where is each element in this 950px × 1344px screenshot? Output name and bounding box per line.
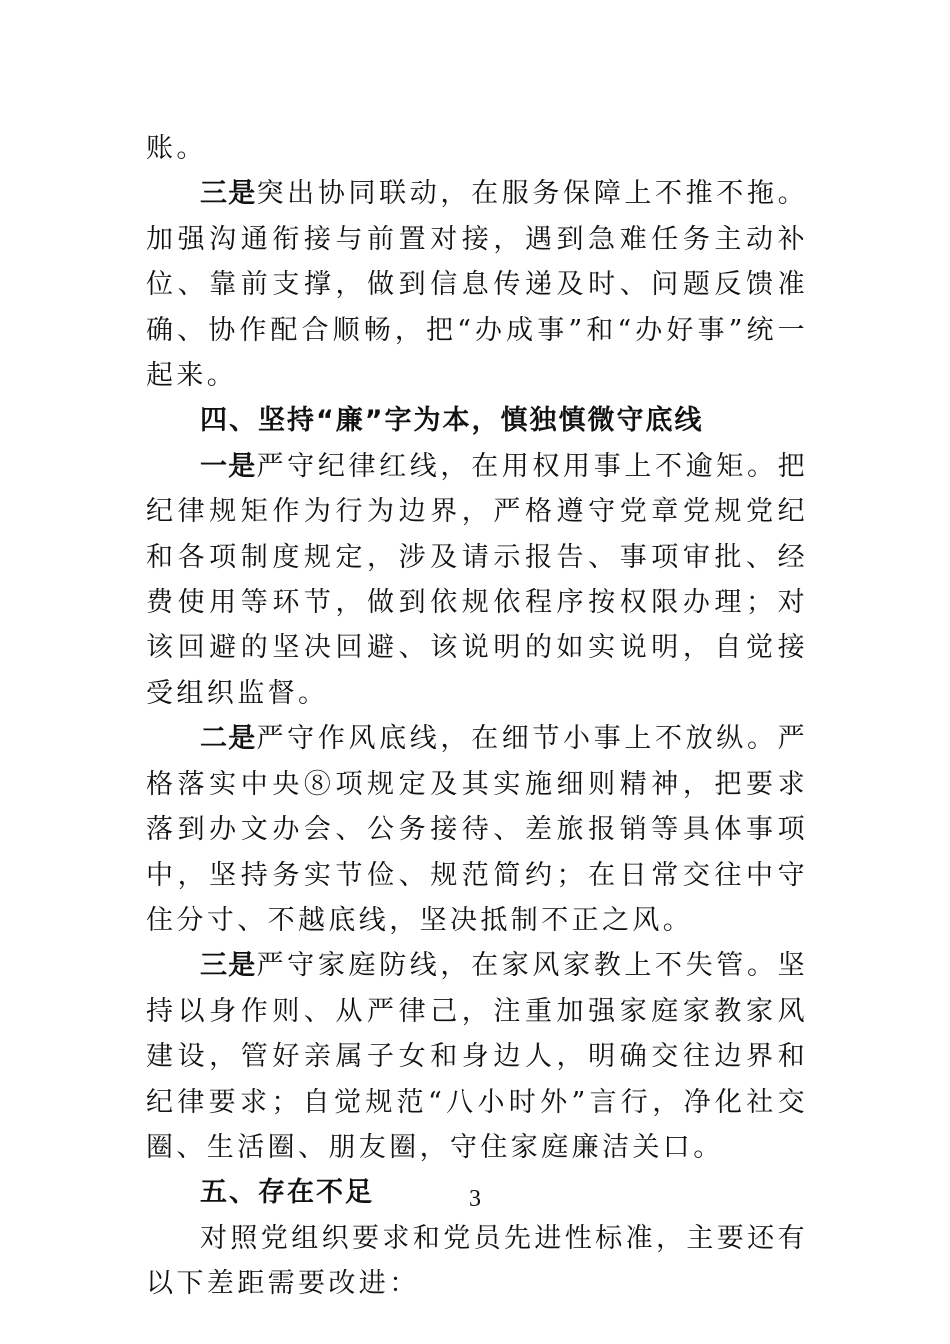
body-text — [146, 126, 808, 1307]
paragraph-text: 突出协同联动，在服务保障上不推不拖。加强沟通衔接与前置对接，遇到急难任务主动补位、靠前支撑，做到信息传递及时、问题反馈准确、协作配合顺畅，把“办成事”和“办好事”统一起来。 — [146, 178, 809, 392]
paragraph-item-three-coordination — [146, 171, 808, 398]
paragraph-shortcomings-intro — [146, 1216, 808, 1307]
paragraph-item-three-family — [146, 943, 808, 1170]
paragraph-text: 对照党组织要求和党员先进性标准，主要还有以下差距需要改进： — [146, 1222, 808, 1300]
paragraph-lead: 三是 — [200, 178, 257, 210]
paragraph-lead: 一是 — [200, 450, 257, 482]
paragraph-text: 严守作风底线，在细节小事上不放纵。严格落实中央⑧项规定及其实施细则精神，把要求落到办文办会、公务接待、差旅报销等具体事项中，坚持务实节俭、规范简约；在日常交往中守住分寸、不越底线，坚决抵制不正之风。 — [146, 723, 809, 936]
page-number: 3 — [469, 1186, 481, 1212]
paragraph-text: 账。 — [146, 133, 207, 164]
paragraph-text: 严守纪律红线，在用权用事上不逾矩。把纪律规矩作为行为边界，严格遵守党章党规党纪和各项制度规定，涉及请示报告、事项审批、经费使用等环节，做到依规依程序按权限办理；对该回避的坚决回避、该说明的如实说明，自觉接受组织监督。 — [146, 450, 809, 709]
paragraph-item-two-conduct — [146, 716, 808, 943]
paragraph-lead: 三是 — [200, 950, 257, 982]
section-heading-five: 五、存在不足 — [200, 1177, 374, 1209]
paragraph-lead: 二是 — [200, 723, 257, 755]
section-heading-four: 四、坚持“廉”字为本，慎独慎微守底线 — [200, 405, 704, 437]
paragraph-item-one-discipline — [146, 444, 808, 716]
paragraph-text: 严守家庭防线，在家风家教上不失管。坚持以身作则、从严律己，注重加强家庭家教家风建设，管好亲属子女和身边人，明确交往边界和纪律要求；自觉规范“八小时外”言行，净化社交圈、生活圈、朋友圈，守住家庭廉洁关口。 — [146, 950, 809, 1163]
paragraph-continuation — [146, 126, 808, 171]
